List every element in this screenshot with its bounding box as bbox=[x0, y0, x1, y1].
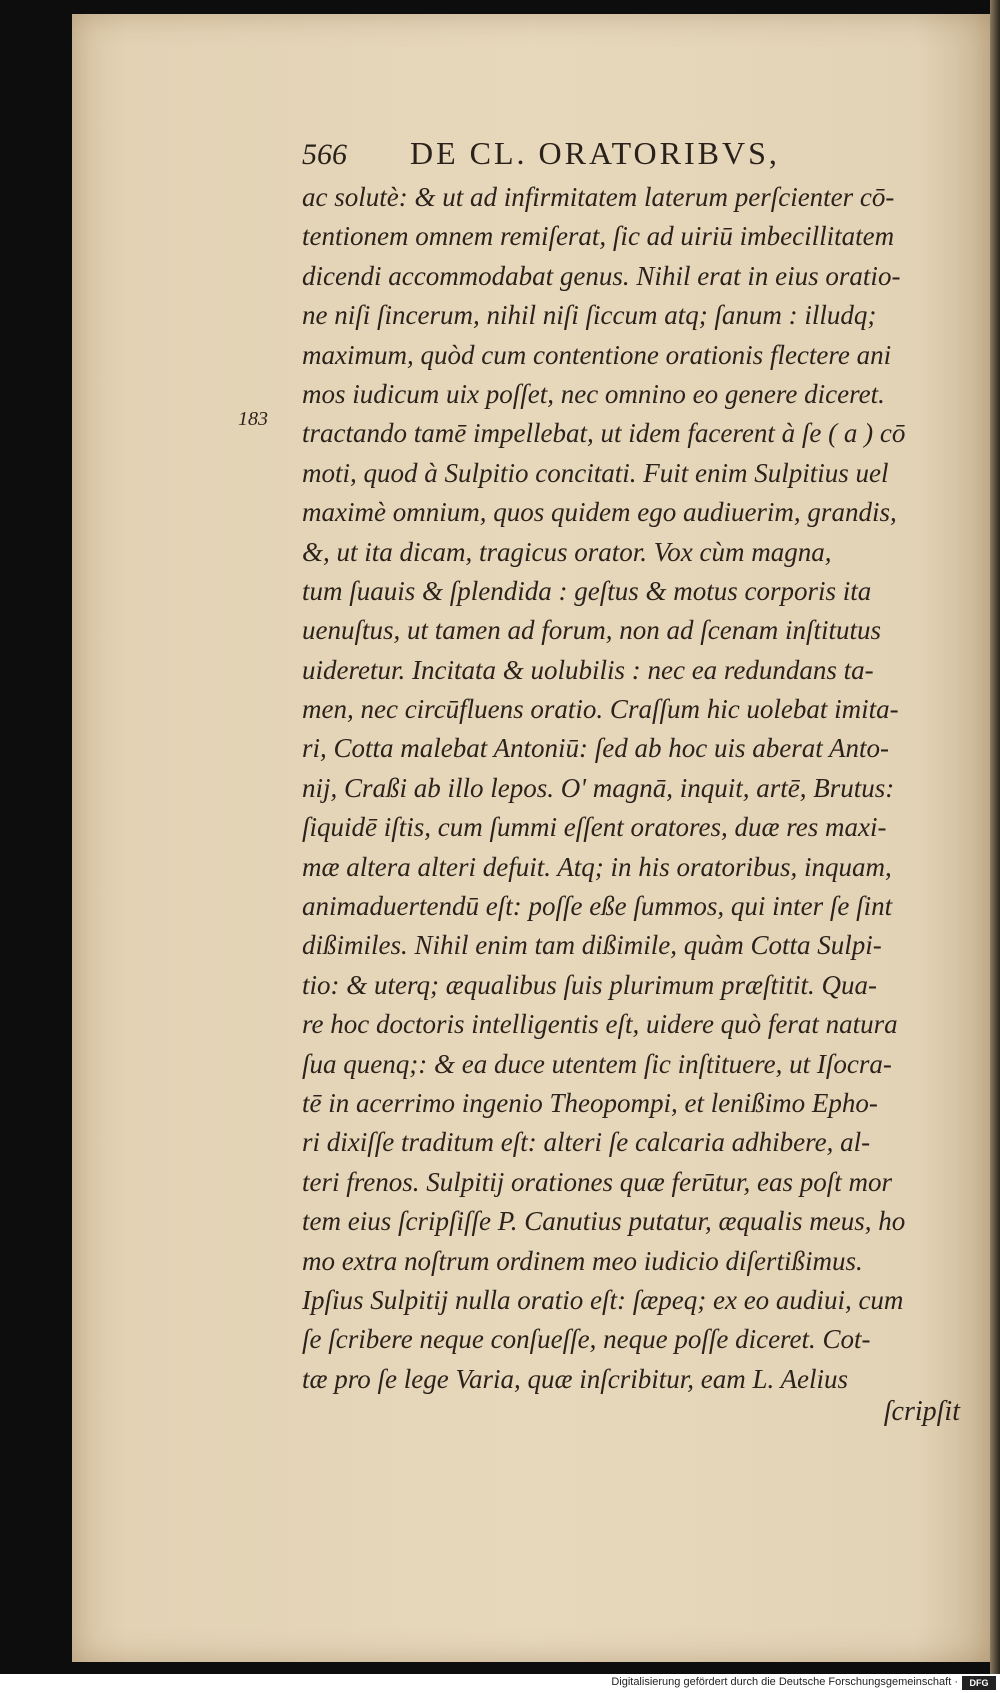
text-line: re hoc doctoris intelligentis eſt, uidere quò ferat natura bbox=[302, 1009, 898, 1040]
text-line: Ipſius Sulpitij nulla oratio eſt: ſæpeq; ex eo audiui, cum bbox=[302, 1284, 904, 1315]
page-number: 566 bbox=[302, 138, 347, 171]
text-line: nij, Craßi ab illo lepos. O' magnā, inquit, artē, Brutus: bbox=[302, 772, 895, 803]
text-line: tum ſuauis & ſplendida : geſtus & motus corporis ita bbox=[302, 575, 872, 606]
body-text bbox=[302, 178, 974, 1399]
text-line: maximè omnium, quos quidem ego audiuerim, grandis, bbox=[302, 497, 897, 528]
text-line: men, nec circūfluens oratio. Craſſum hic uolebat imita- bbox=[302, 694, 899, 725]
catchword: ſcripſit bbox=[883, 1396, 960, 1427]
text-line: ac solutè: & ut ad infirmitatem laterum perſcienter cō- bbox=[302, 182, 895, 212]
text-line: maximum, quòd cum contentione orationis flectere ani bbox=[302, 339, 892, 370]
text-line: ne niſi ſincerum, nihil niſi ſiccum atq; ſanum : illudq; bbox=[302, 300, 877, 331]
text-line: ri dixiſſe traditum eſt: alteri ſe calcaria adhibere, al- bbox=[302, 1127, 871, 1158]
text-line: dicendi accommodabat genus. Nihil erat in eius oratio- bbox=[302, 260, 901, 291]
text-line: animaduertendū eſt: poſſe eße ſummos, qui inter ſe ſint bbox=[302, 891, 893, 922]
text-line: tē in acerrimo ingenio Theopompi, et lenißimo Epho- bbox=[302, 1087, 878, 1118]
text-line: ſua quenq;: & ea duce utentem ſic inſtituere, ut Iſocra- bbox=[302, 1048, 892, 1079]
text-line: &, ut ita dicam, tragicus orator. Vox cùm magna, bbox=[302, 536, 832, 567]
text-line: uideretur. Incitata & uolubilis : nec ea redundans ta- bbox=[302, 654, 874, 685]
text-line: teri frenos. Sulpitij orationes quæ ferūtur, eas poſt mor bbox=[302, 1166, 893, 1197]
footer-credit: Digitalisierung gefördert durch die Deutsche Forschungsgemeinschaft · bbox=[611, 1676, 958, 1688]
text-line: tractando tamē impellebat, ut idem facerent à ſe ( a ) cō bbox=[302, 418, 906, 449]
marginal-note: 183 bbox=[238, 408, 268, 430]
text-line: ſiquidē iſtis, cum ſummi eſſent oratores, duæ res maxi- bbox=[302, 812, 887, 843]
text-line: ſe ſcribere neque conſueſſe, neque poſſe diceret. Cot- bbox=[302, 1324, 871, 1355]
dfg-logo: DFG bbox=[962, 1676, 996, 1690]
text-line: mos iudicum uix poſſet, nec omnino eo genere diceret. bbox=[302, 378, 885, 409]
text-line: uenuſtus, ut tamen ad forum, non ad ſcenam inſtitutus bbox=[302, 615, 881, 646]
text-line: tæ pro ſe lege Varia, quæ inſcribitur, eam L. Aelius bbox=[302, 1363, 848, 1394]
running-head bbox=[302, 135, 962, 183]
text-line: tem eius ſcripſiſſe P. Canutius putatur, æqualis meus, ho bbox=[302, 1206, 906, 1237]
text-line: ri, Cotta malebat Antoniū: ſed ab hoc uis aberat Anto- bbox=[302, 733, 889, 764]
footer-bar bbox=[0, 1674, 1000, 1693]
text-line: tio: & uterq; æqualibus ſuis plurimum præſtitit. Qua- bbox=[302, 969, 878, 1000]
text-line: tentionem omnem remiſerat, ſic ad uiriū imbecillitatem bbox=[302, 221, 895, 252]
text-line: mæ altera alteri defuit. Atq; in his oratoribus, inquam, bbox=[302, 851, 892, 882]
running-head-title: DE CL. ORATORIBVS, bbox=[410, 135, 780, 171]
text-line: dißimiles. Nihil enim tam dißimile, quàm Cotta Sulpi- bbox=[302, 930, 882, 961]
text-line: mo extra noſtrum ordinem meo iudicio diſertißimus. bbox=[302, 1245, 863, 1276]
text-line: moti, quod à Sulpitio concitati. Fuit enim Sulpitius uel bbox=[302, 457, 889, 488]
book-edge bbox=[990, 0, 1000, 1693]
